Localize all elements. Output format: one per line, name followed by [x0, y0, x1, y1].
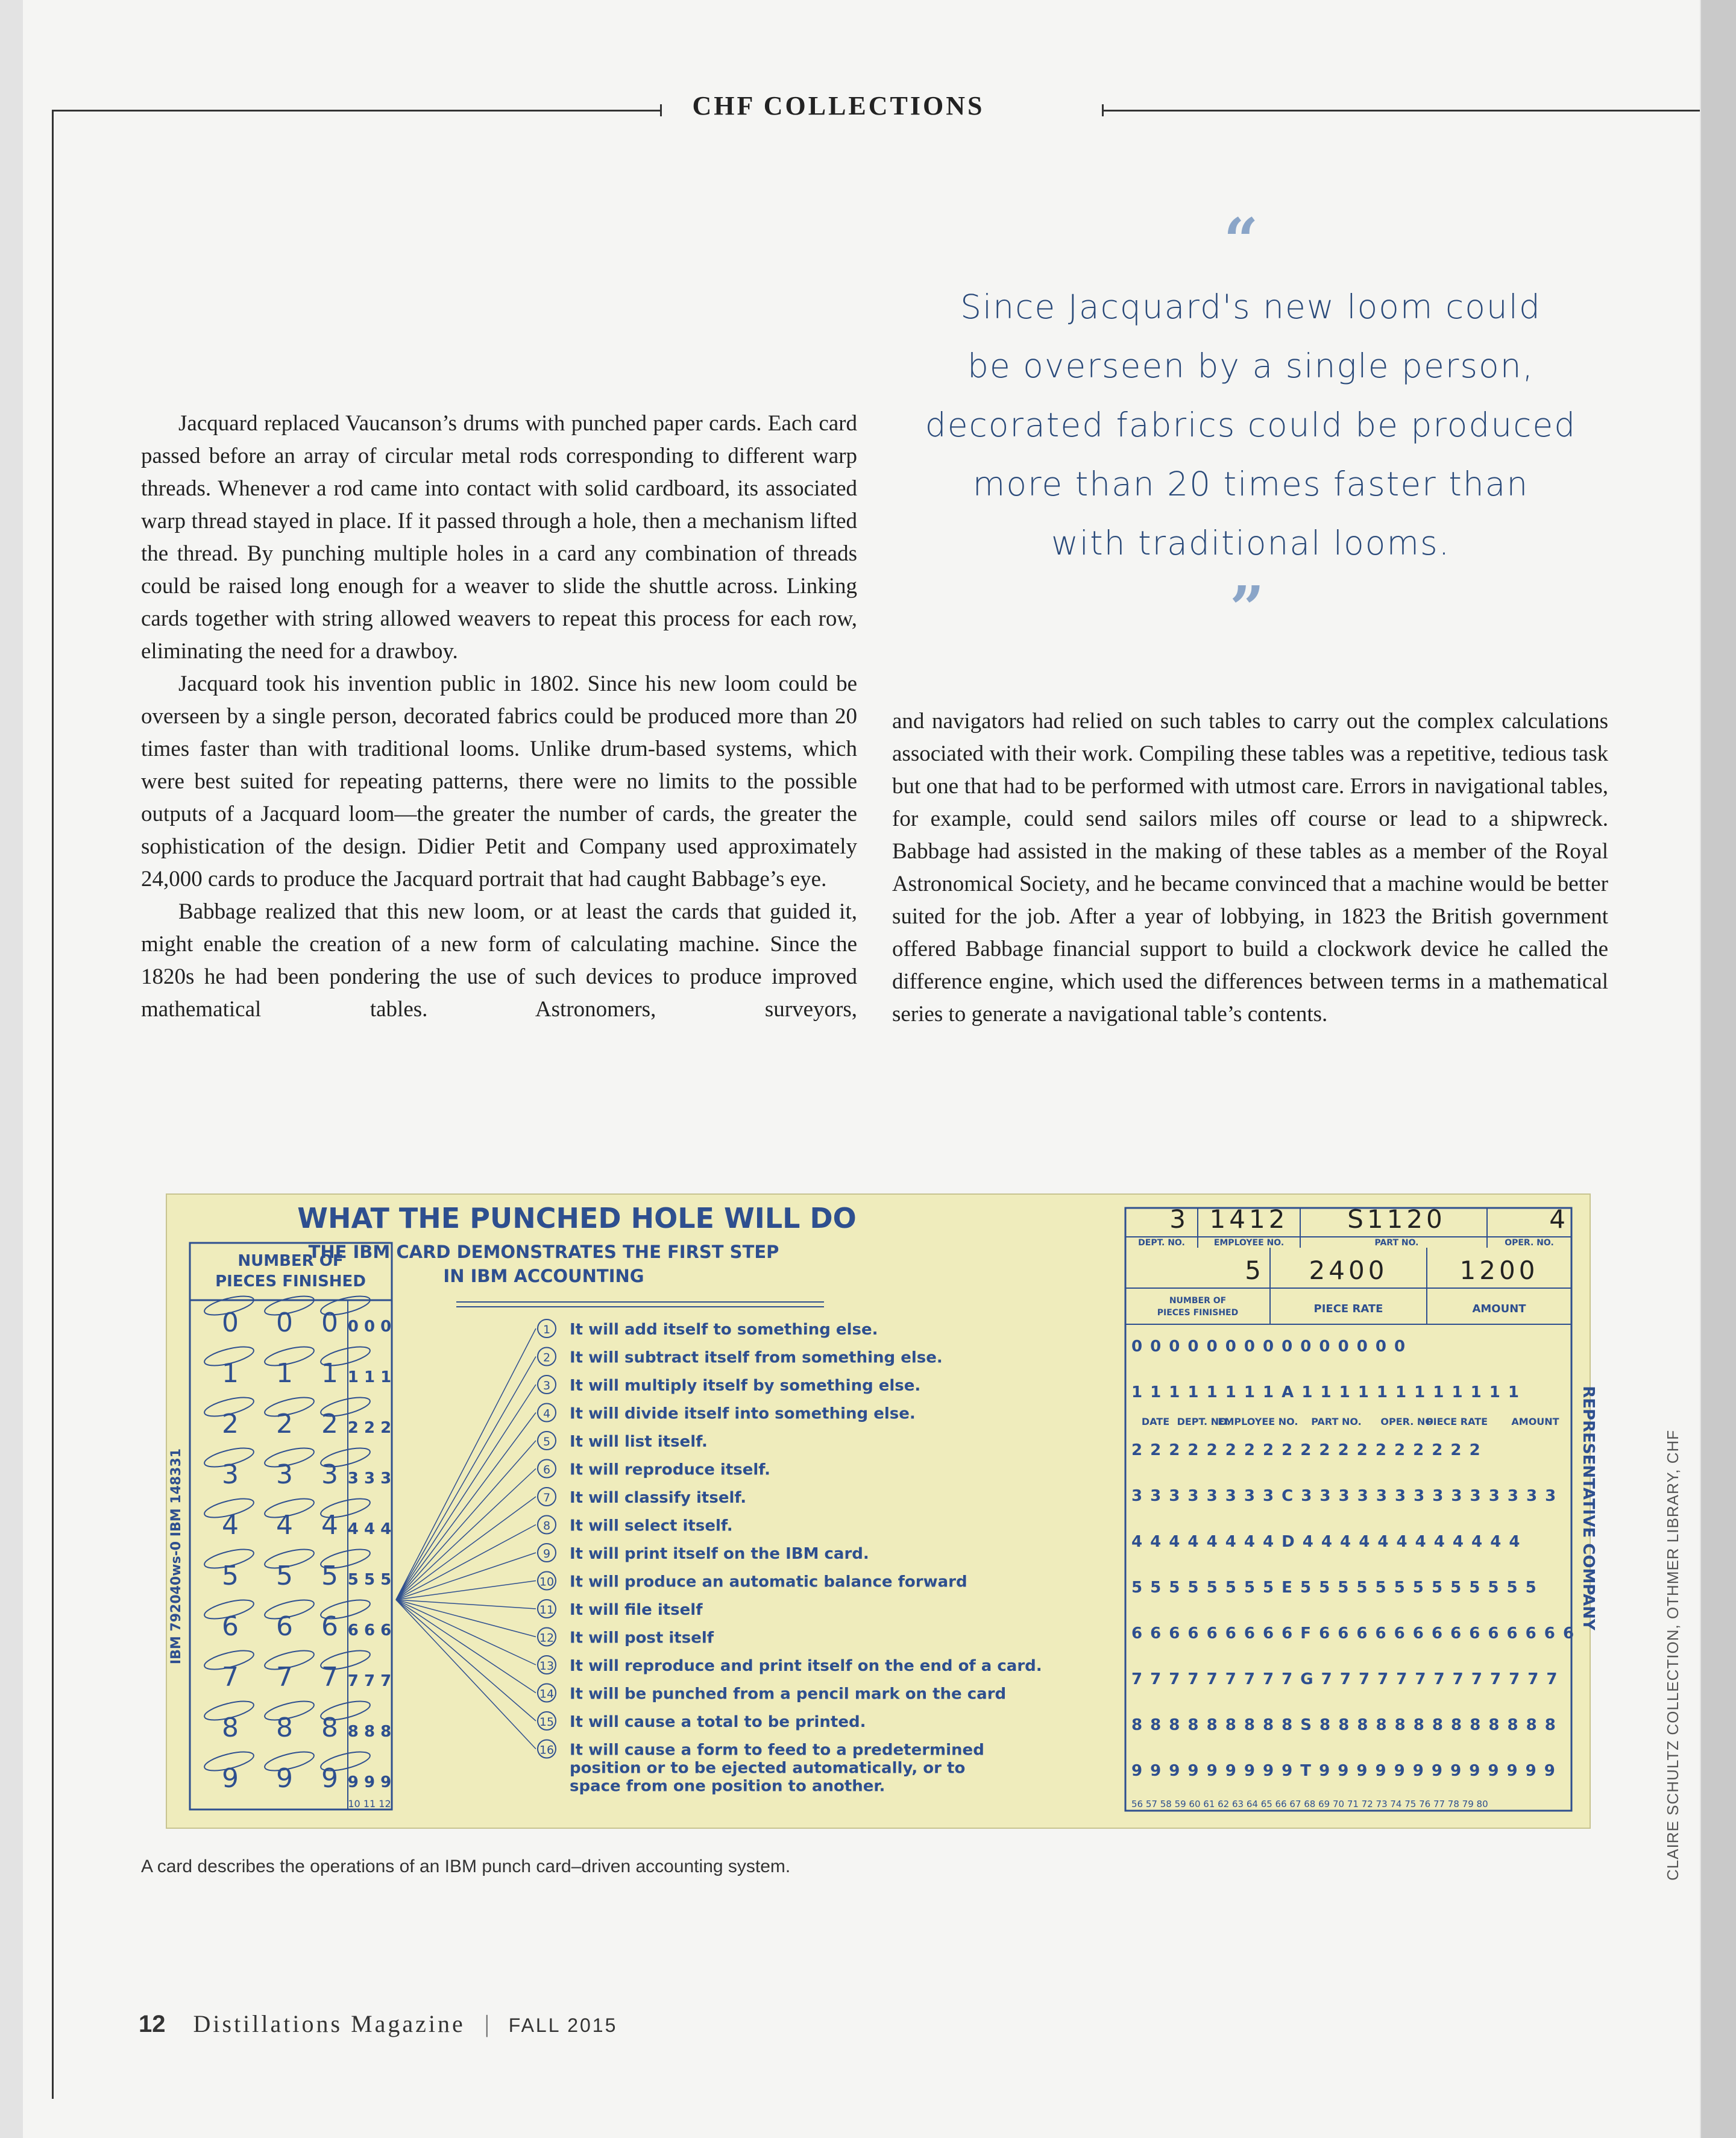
card-subtitle-line: IN IBM ACCOUNTING [443, 1266, 644, 1286]
page-footer [139, 2010, 617, 2038]
printed-part-value: S1120 [1347, 1204, 1446, 1234]
card-digit: 3 [222, 1459, 239, 1490]
grid-digit-row: 3 3 3 3 3 3 3 3 C 3 3 3 3 3 3 3 3 3 3 3 3 3 3 [1131, 1487, 1558, 1505]
card-digit: 7 [276, 1662, 293, 1693]
left-panel-header-line: NUMBER OF [237, 1252, 344, 1270]
card-digit: 9 [276, 1763, 293, 1794]
card-digit: 4 [222, 1510, 239, 1541]
card-digit: 2 [321, 1409, 338, 1439]
field-label: PIECE RATE [1313, 1303, 1383, 1315]
pull-quote-line: with traditional looms. [1051, 524, 1451, 562]
grid-digit-row: 8 8 8 8 8 8 8 8 8 S 8 8 8 8 8 8 8 8 8 8 8 8 8 [1131, 1716, 1557, 1734]
card-item-text: space from one position to another. [570, 1777, 885, 1796]
item-number: 1 [542, 1323, 551, 1336]
card-digit: 7 [321, 1662, 338, 1693]
item-number: 3 [542, 1379, 551, 1392]
item-number: 6 [542, 1463, 551, 1477]
field-label: OPER. NO. [1505, 1238, 1554, 1248]
fan-line [396, 1413, 536, 1600]
card-item-text: It will produce an automatic balance forward [570, 1573, 967, 1591]
card-digit-column: 2 2 2 [347, 1419, 392, 1437]
grid-field-label: PART NO. [1311, 1416, 1362, 1427]
pull-quote [904, 277, 1597, 573]
page-spine [1701, 0, 1736, 2138]
card-digit: 1 [321, 1358, 338, 1389]
printed-oper-value: 4 [1549, 1204, 1565, 1234]
card-digit: 5 [276, 1561, 293, 1591]
fan-line [396, 1385, 536, 1600]
card-digit-column: 9 9 9 [347, 1773, 392, 1791]
punch-card-drawing [167, 1195, 1597, 1828]
grid-digit-row: 4 4 4 4 4 4 4 4 D 4 4 4 4 4 4 4 4 4 4 4 4 [1131, 1533, 1521, 1551]
fan-line [396, 1600, 536, 1749]
printed-employee-value: 1412 [1209, 1204, 1289, 1234]
fan-lines [396, 1328, 536, 1749]
fan-line [396, 1469, 536, 1600]
footer-separator: | [484, 2010, 489, 2037]
field-label: DEPT. NO. [1138, 1238, 1185, 1248]
card-digit-column: 4 4 4 [347, 1520, 392, 1538]
card-digit-column: 7 7 7 [347, 1672, 392, 1690]
grid-digit-row: 2 2 2 2 2 2 2 2 2 2 2 2 2 2 2 2 2 2 2 [1131, 1441, 1482, 1459]
grid-col-numbers: 56 57 58 59 60 61 62 63 64 65 66 67 68 69 70 71 72 73 74 75 76 77 78 79 80 [1131, 1799, 1488, 1809]
card-item-text: It will multiply itself by something else. [570, 1377, 921, 1395]
card-digit: 6 [276, 1611, 293, 1642]
item-number: 16 [539, 1743, 555, 1757]
field-label: AMOUNT [1472, 1303, 1526, 1315]
item-number: 9 [542, 1547, 551, 1561]
grid-digit-row: 6 6 6 6 6 6 6 6 6 F 6 6 6 6 6 6 6 6 6 6 6 6 6 6 [1131, 1624, 1576, 1643]
article-paragraph: Babbage realized that this new loom, or at least the cards that guided it, might enable the creation of a new form of calculating machine. Since the 1820s he had been pondering the use of such devices to produce improved mathematical tables. Astronomers, surveyors, [141, 899, 857, 1022]
card-digit: 2 [276, 1409, 293, 1439]
quote-close-mark: ” [1230, 573, 1265, 644]
fan-line [396, 1600, 536, 1665]
grid-field-label: PIECE RATE [1426, 1416, 1488, 1427]
article-column-left [141, 407, 857, 1026]
magazine-name: Distillations Magazine [193, 2010, 465, 2037]
page-left-rule [52, 110, 54, 2099]
pull-quote-line: decorated fabrics could be produced [925, 406, 1577, 444]
card-digit: 6 [321, 1611, 338, 1642]
card-digit: 7 [222, 1662, 239, 1693]
card-digit-column: 3 3 3 [347, 1470, 392, 1488]
card-item-text: It will be punched from a pencil mark on the card [570, 1685, 1007, 1703]
item-number: 2 [542, 1351, 551, 1365]
card-item-text: It will subtract itself from something else. [570, 1348, 943, 1367]
card-form-code: IBM 792040ws-0 IBM 148331 [169, 1448, 184, 1665]
card-digit-column: 0 0 0 [347, 1318, 392, 1336]
pull-quote-line: more than 20 times faster than [972, 465, 1529, 503]
card-item-text: It will classify itself. [570, 1489, 747, 1507]
issue-label: FALL 2015 [508, 2014, 618, 2036]
card-digit: 4 [321, 1510, 338, 1541]
card-item-text: It will select itself. [570, 1517, 733, 1535]
card-digit-column: 1 1 1 [347, 1368, 392, 1386]
item-number: 4 [542, 1407, 551, 1421]
photo-credit: CLAIRE SCHULTZ COLLECTION, OTHMER LIBRARY, CHF [1664, 1429, 1682, 1881]
item-number: 12 [539, 1631, 555, 1645]
card-title: WHAT THE PUNCHED HOLE WILL DO [297, 1202, 857, 1234]
card-item-text: It will add itself to something else. [570, 1321, 878, 1339]
card-digit: 8 [321, 1712, 338, 1743]
grid-field-label: DEPT. NO. [1177, 1416, 1231, 1427]
card-digit: 6 [222, 1611, 239, 1642]
field-label: EMPLOYEE NO. [1213, 1238, 1285, 1248]
card-digit: 5 [321, 1561, 338, 1591]
card-digit: 8 [222, 1712, 239, 1743]
left-digit-rows [203, 1292, 391, 1794]
pull-quote-line: Since Jacquard's new loom could [960, 288, 1541, 326]
card-digit: 1 [276, 1358, 293, 1389]
ibm-punch-card-image [166, 1193, 1597, 1829]
article-paragraph: and navigators had relied on such tables to carry out the complex calculations associated with their work. Compiling these tables was a repetitive, tedious task but one that had to be performed with utmost care. Errors in navigational tables, for example, could send sailors miles off course or lead to a shipwreck. Babbage had assisted in the making of these tables as a member of the Royal Astronomical Society, and he became convinced that a machine would be better suited for the job. After a year of lobbying, in 1823 the British government offered Babbage financial support to build a clockwork device he called the difference engine, which used the differences between terms in a mathematical series to generate a navigational table’s contents. [892, 709, 1608, 1027]
card-digit-column: 5 5 5 [347, 1571, 392, 1589]
card-digit: 0 [321, 1307, 338, 1338]
item-number: 15 [539, 1715, 555, 1729]
card-item-text: It will reproduce itself. [570, 1460, 771, 1479]
card-digit-column: 8 8 8 [347, 1723, 392, 1741]
field-label: PART NO. [1374, 1238, 1419, 1248]
card-digit: 9 [222, 1763, 239, 1794]
field-label: PIECES FINISHED [1157, 1308, 1239, 1318]
section-header: CHF COLLECTIONS [692, 91, 985, 121]
field-label: NUMBER OF [1169, 1296, 1227, 1306]
printed-rate-value: 2400 [1309, 1256, 1388, 1285]
grid-digit-row: 1 1 1 1 1 1 1 1 A 1 1 1 1 1 1 1 1 1 1 1 1 [1131, 1383, 1520, 1401]
fan-line [396, 1357, 536, 1600]
item-number: 5 [542, 1435, 551, 1448]
fan-line [396, 1600, 536, 1693]
item-number: 11 [539, 1603, 555, 1617]
card-item-text: It will cause a form to feed to a predetermined [570, 1741, 984, 1759]
card-digit: 0 [276, 1307, 293, 1338]
card-item-text: It will print itself on the IBM card. [570, 1545, 869, 1563]
right-digit-grid [1131, 1338, 1575, 1809]
grid-field-label: EMPLOYEE NO. [1218, 1416, 1298, 1427]
grid-digit-row: 5 5 5 5 5 5 5 5 E 5 5 5 5 5 5 5 5 5 5 5 5 5 [1131, 1579, 1538, 1597]
card-item-text: It will reproduce and print itself on the end of a card. [570, 1657, 1042, 1675]
printed-pieces-value: 5 [1245, 1256, 1261, 1285]
pull-quote-line: be overseen by a single person, [967, 347, 1535, 385]
quote-open-mark: “ [1224, 205, 1259, 276]
item-number: 13 [539, 1659, 555, 1673]
card-item-list [538, 1319, 1042, 1796]
fan-line [396, 1600, 536, 1609]
card-digit: 0 [222, 1307, 239, 1338]
card-digit: 9 [321, 1763, 338, 1794]
card-item-text: It will cause a total to be printed. [570, 1713, 866, 1731]
fan-line [396, 1497, 536, 1600]
card-digit: 3 [276, 1459, 293, 1490]
item-number: 10 [539, 1575, 555, 1589]
item-number: 8 [542, 1519, 551, 1533]
card-item-text: position or to be ejected automatically, or to [570, 1759, 966, 1778]
figure-caption: A card describes the operations of an IBM punch card–driven accounting system. [141, 1857, 791, 1876]
item-number: 7 [542, 1491, 551, 1504]
card-digit: 8 [276, 1712, 293, 1743]
left-col-numbers: 10 11 12 [348, 1798, 391, 1809]
card-subtitle-line: THE IBM CARD DEMONSTRATES THE FIRST STEP [308, 1242, 779, 1262]
grid-field-label: OPER. NO. [1380, 1416, 1437, 1427]
card-digit: 2 [222, 1409, 239, 1439]
card-item-text: It will file itself [570, 1601, 703, 1619]
item-number: 14 [539, 1687, 555, 1701]
card-digit: 4 [276, 1510, 293, 1541]
fan-line [396, 1525, 536, 1600]
printed-amount-value: 1200 [1459, 1256, 1539, 1285]
grid-digit-row: 7 7 7 7 7 7 7 7 7 G 7 7 7 7 7 7 7 7 7 7 7 7 7 [1131, 1670, 1559, 1688]
article-paragraph: Jacquard took his invention public in 1802. Since his new loom could be overseen by a single person, decorated fabrics could be produced more than 20 times faster than with traditional looms. Unlike drum-based systems, which were best suited for repeating patterns, there were no limits to the possible outputs of a Jacquard loom—the greater the number of cards, the greater the sophistication of the design. Didier Petit and Company used approximately 24,000 cards to produce the Jacquard portrait that had caught Babbage’s eye. [141, 671, 857, 891]
fan-line [396, 1581, 536, 1600]
card-digit-column: 6 6 6 [347, 1621, 392, 1640]
grid-field-label: DATE [1141, 1416, 1170, 1427]
left-panel-header-line: PIECES FINISHED [215, 1272, 366, 1291]
article-paragraph: Jacquard replaced Vaucanson’s drums with punched paper cards. Each card passed before an array of circular metal rods corresponding to different warp threads. Whenever a rod came into contact with solid cardboard, its associated warp thread stayed in place. If it passed through a hole, then a mechanism lifted the thread. By punching multiple holes in a card any combination of threads could be raised long enough for a weaver to slide the shuttle across. Linking cards together with string allowed weavers to repeat this process for each row, eliminating the need for a drawboy. [141, 411, 857, 664]
grid-digit-row: 0 0 0 0 0 0 0 0 0 0 0 0 0 0 0 [1131, 1338, 1407, 1356]
page-number: 12 [139, 2011, 166, 2037]
right-top-fields [1125, 1204, 1571, 1324]
card-digit: 3 [321, 1459, 338, 1490]
grid-field-label: AMOUNT [1511, 1416, 1559, 1427]
card-item-text: It will list itself. [570, 1433, 708, 1451]
card-item-text: It will divide itself into something else. [570, 1404, 916, 1423]
card-item-text: It will post itself [570, 1629, 714, 1647]
card-digit: 5 [222, 1561, 239, 1591]
card-digit: 1 [222, 1358, 239, 1389]
article-column-right [892, 705, 1608, 1031]
printed-dept-value: 3 [1169, 1204, 1186, 1234]
company-label: REPRESENTATIVE COMPANY [1579, 1386, 1597, 1630]
grid-digit-row: 9 9 9 9 9 9 9 9 9 T 9 9 9 9 9 9 9 9 9 9 9 9 9 [1131, 1762, 1556, 1780]
